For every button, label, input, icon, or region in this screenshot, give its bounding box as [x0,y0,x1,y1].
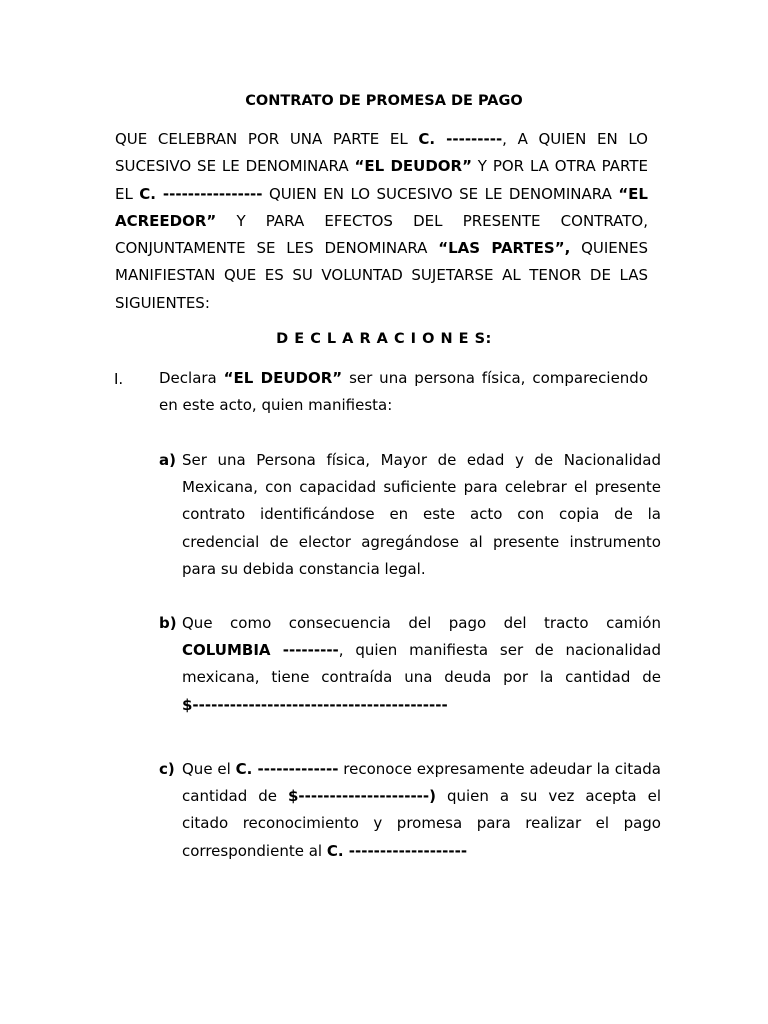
sub-item-c-c1: C. ------------- [235,760,339,778]
sub-item-b-label: b) [159,614,177,632]
intro-text-3: Y POR LA OTRA PARTE EL [115,157,649,203]
intro-text-5: Y PARA EFECTOS DEL PRESENTE CONTRATO, CONJUNTAMENTE SE LES DENOMINARA [115,211,648,258]
declaration-i-text-2: ser una persona física, compareciendo en este acto, quien manifiesta: [159,369,649,414]
intro-paragraph [115,126,648,317]
sub-item-b-amount: $----------------------------------------- [182,695,448,714]
sub-item-c-label: c) [159,760,175,778]
declaration-i-text-1: Declara [159,369,224,387]
sub-item-c-text-3: quien a su vez acepta el citado reconocimiento y promesa para realizar el pago correspondiente al [182,787,661,860]
sub-item-c-text [182,756,661,865]
intro-text-2: , A QUIEN EN LO SUCESIVO SE LE DENOMINARA [115,130,648,176]
declaration-i-deudor: “EL DEUDOR” [223,369,343,387]
intro-text-4: QUIEN EN LO SUCESIVO SE LE DENOMINARA [262,184,619,203]
intro-deudor: “EL DEUDOR” [354,157,472,176]
sub-item-c-text-2: reconoce expresamente adeudar la citada cantidad de [182,760,661,806]
intro-acreedor: “EL ACREEDOR” [115,184,648,230]
sub-item-c-c2: C. ------------------- [326,841,468,860]
sub-item-a-text: Ser una Persona física, Mayor de edad y de Nacionalidad Mexicana, con capacidad suficiente para celebrar el presente contrato identificándose en este acto con copia de la credencial de elector agregándose al presente instrumento para su debida constancia legal. [182,451,661,578]
declaration-i-text [159,365,648,419]
document-title: CONTRATO DE PROMESA DE PAGO [245,93,523,109]
intro-text-6: QUIENES MANIFIESTAN QUE ES SU VOLUNTAD SUJETARSE AL TENOR DE LAS SIGUIENTES: [115,239,648,312]
intro-c1: C. --------- [418,130,503,148]
declaration-number: I. [114,370,124,388]
intro-c2: C. ---------------- [139,184,263,203]
intro-partes: “LAS PARTES”, [438,239,571,258]
sub-item-b-text-2: , quien manifiesta ser de nacionalidad mexicana, tiene contraída una deuda por la cantidad de [182,641,662,687]
intro-text-1: QUE CELEBRAN POR UNA PARTE EL [115,130,419,148]
sub-item-b-columbia: COLUMBIA --------- [182,641,339,660]
declaraciones-heading: D E C L A R A C I O N E S: [276,331,492,347]
sub-item-b-text-1: Que como consecuencia del pago del tracto camión [182,614,661,632]
sub-item-c-text-1: Que el [182,760,236,778]
sub-item-a-label: a) [159,451,176,469]
sub-item-b-text [182,610,661,719]
sub-item-c-amount: $---------------------) [287,787,436,806]
